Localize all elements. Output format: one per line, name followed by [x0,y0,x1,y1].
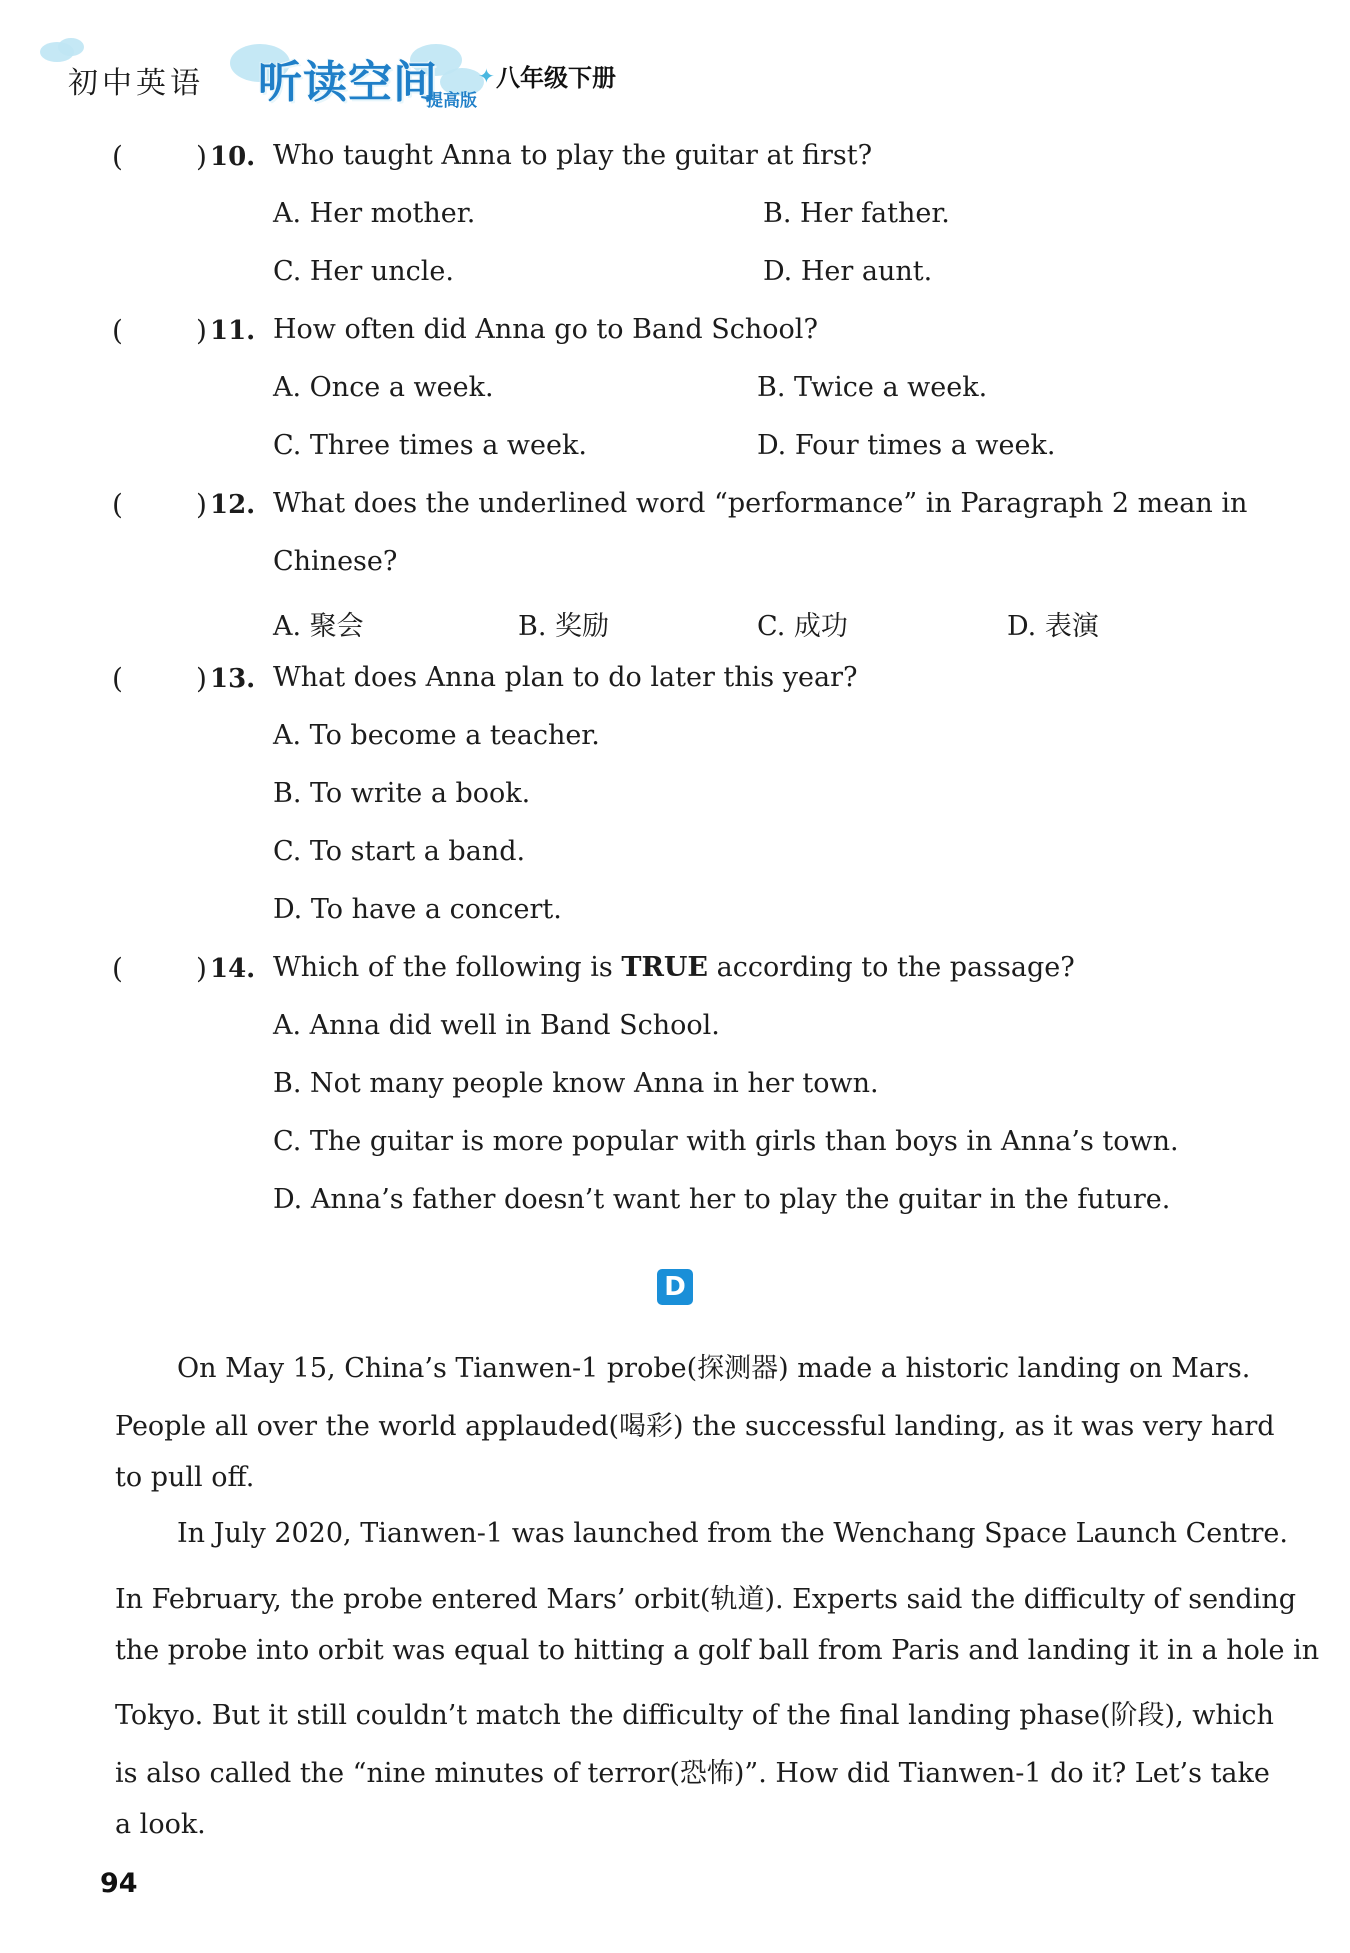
option-b[interactable]: B. Her father. [763,198,950,229]
answer-bracket-open[interactable]: ( [112,662,123,695]
option-b[interactable]: B. To write a book. [273,778,531,809]
question-text-before: Which of the following is [273,952,622,983]
passage-line: Tokyo. But it still couldn’t match the difficulty of the final landing phase(阶段), which [115,1700,1274,1731]
option-b[interactable]: B. Not many people know Anna in her town. [273,1068,879,1099]
answer-bracket-close: ) [196,314,207,347]
series-title: 听读空间 [258,57,438,108]
option-a[interactable]: A. Her mother. [273,198,476,229]
option-c[interactable]: C. To start a band. [273,836,526,867]
option-a[interactable]: A. To become a teacher. [273,720,600,751]
question-text: How often did Anna go to Band School? [273,314,818,345]
section-badge: D [657,1269,693,1305]
question-text [273,952,1075,983]
answer-bracket-open[interactable]: ( [112,314,123,347]
option-d[interactable]: D. Her aunt. [763,256,933,287]
option-d[interactable]: D. Four times a week. [757,430,1056,461]
passage-line: is also called the “nine minutes of terror(恐怖)”. How did Tianwen-1 do it? Let’s take [115,1758,1270,1789]
page-number: 94 [100,1868,138,1899]
question-text: Who taught Anna to play the guitar at first? [273,140,873,171]
question-number: 10. [210,142,256,172]
question-text-emphasis: TRUE [621,952,709,983]
cloud-decoration [58,38,84,56]
grade-label: 八年级下册 [496,64,616,92]
question-text-after: according to the passage? [708,952,1075,983]
question-number: 11. [210,316,256,346]
answer-bracket-open[interactable]: ( [112,952,123,985]
answer-bracket-close: ) [196,488,207,521]
passage-line: In February, the probe entered Mars’ orbit(轨道). Experts said the difficulty of sending [115,1584,1297,1615]
passage-line: the probe into orbit was equal to hitting a golf ball from Paris and landing it in a hole in [115,1635,1320,1666]
option-b[interactable]: B. 奖励 [518,611,610,642]
answer-bracket-close: ) [196,662,207,695]
answer-bracket-open[interactable]: ( [112,488,123,521]
option-c[interactable]: C. Three times a week. [273,430,587,461]
option-c[interactable]: C. Her uncle. [273,256,454,287]
passage-line: In July 2020, Tianwen-1 was launched from the Wenchang Space Launch Centre. [177,1518,1288,1549]
option-c[interactable]: C. The guitar is more popular with girls than boys in Anna’s town. [273,1126,1179,1157]
passage-line: On May 15, China’s Tianwen-1 probe(探测器) made a historic landing on Mars. [177,1353,1251,1384]
edition-label: 提高版 [426,91,477,111]
option-a[interactable]: A. Once a week. [273,372,494,403]
answer-bracket-close: ) [196,140,207,173]
option-a[interactable]: A. Anna did well in Band School. [273,1010,720,1041]
option-d[interactable]: D. Anna’s father doesn’t want her to play the guitar in the future. [273,1184,1171,1215]
passage-line: to pull off. [115,1462,255,1493]
passage-line: a look. [115,1809,206,1840]
question-text: What does Anna plan to do later this year? [273,662,858,693]
page-header [40,38,740,118]
option-d[interactable]: D. 表演 [1007,611,1099,642]
question-number: 13. [210,664,256,694]
sparkle-icon: ✦ [478,64,495,88]
option-b[interactable]: B. Twice a week. [757,372,988,403]
option-c[interactable]: C. 成功 [757,611,848,642]
answer-bracket-close: ) [196,952,207,985]
option-d[interactable]: D. To have a concert. [273,894,562,925]
series-prefix: 初中英语 [68,66,204,101]
option-a[interactable]: A. 聚会 [273,611,364,642]
passage-line: People all over the world applauded(喝彩) the successful landing, as it was very hard [115,1411,1275,1442]
question-text-continued: Chinese? [273,546,398,577]
question-text: What does the underlined word “performance” in Paragraph 2 mean in [273,488,1248,519]
question-number: 12. [210,490,256,520]
question-number: 14. [210,954,256,984]
answer-bracket-open[interactable]: ( [112,140,123,173]
